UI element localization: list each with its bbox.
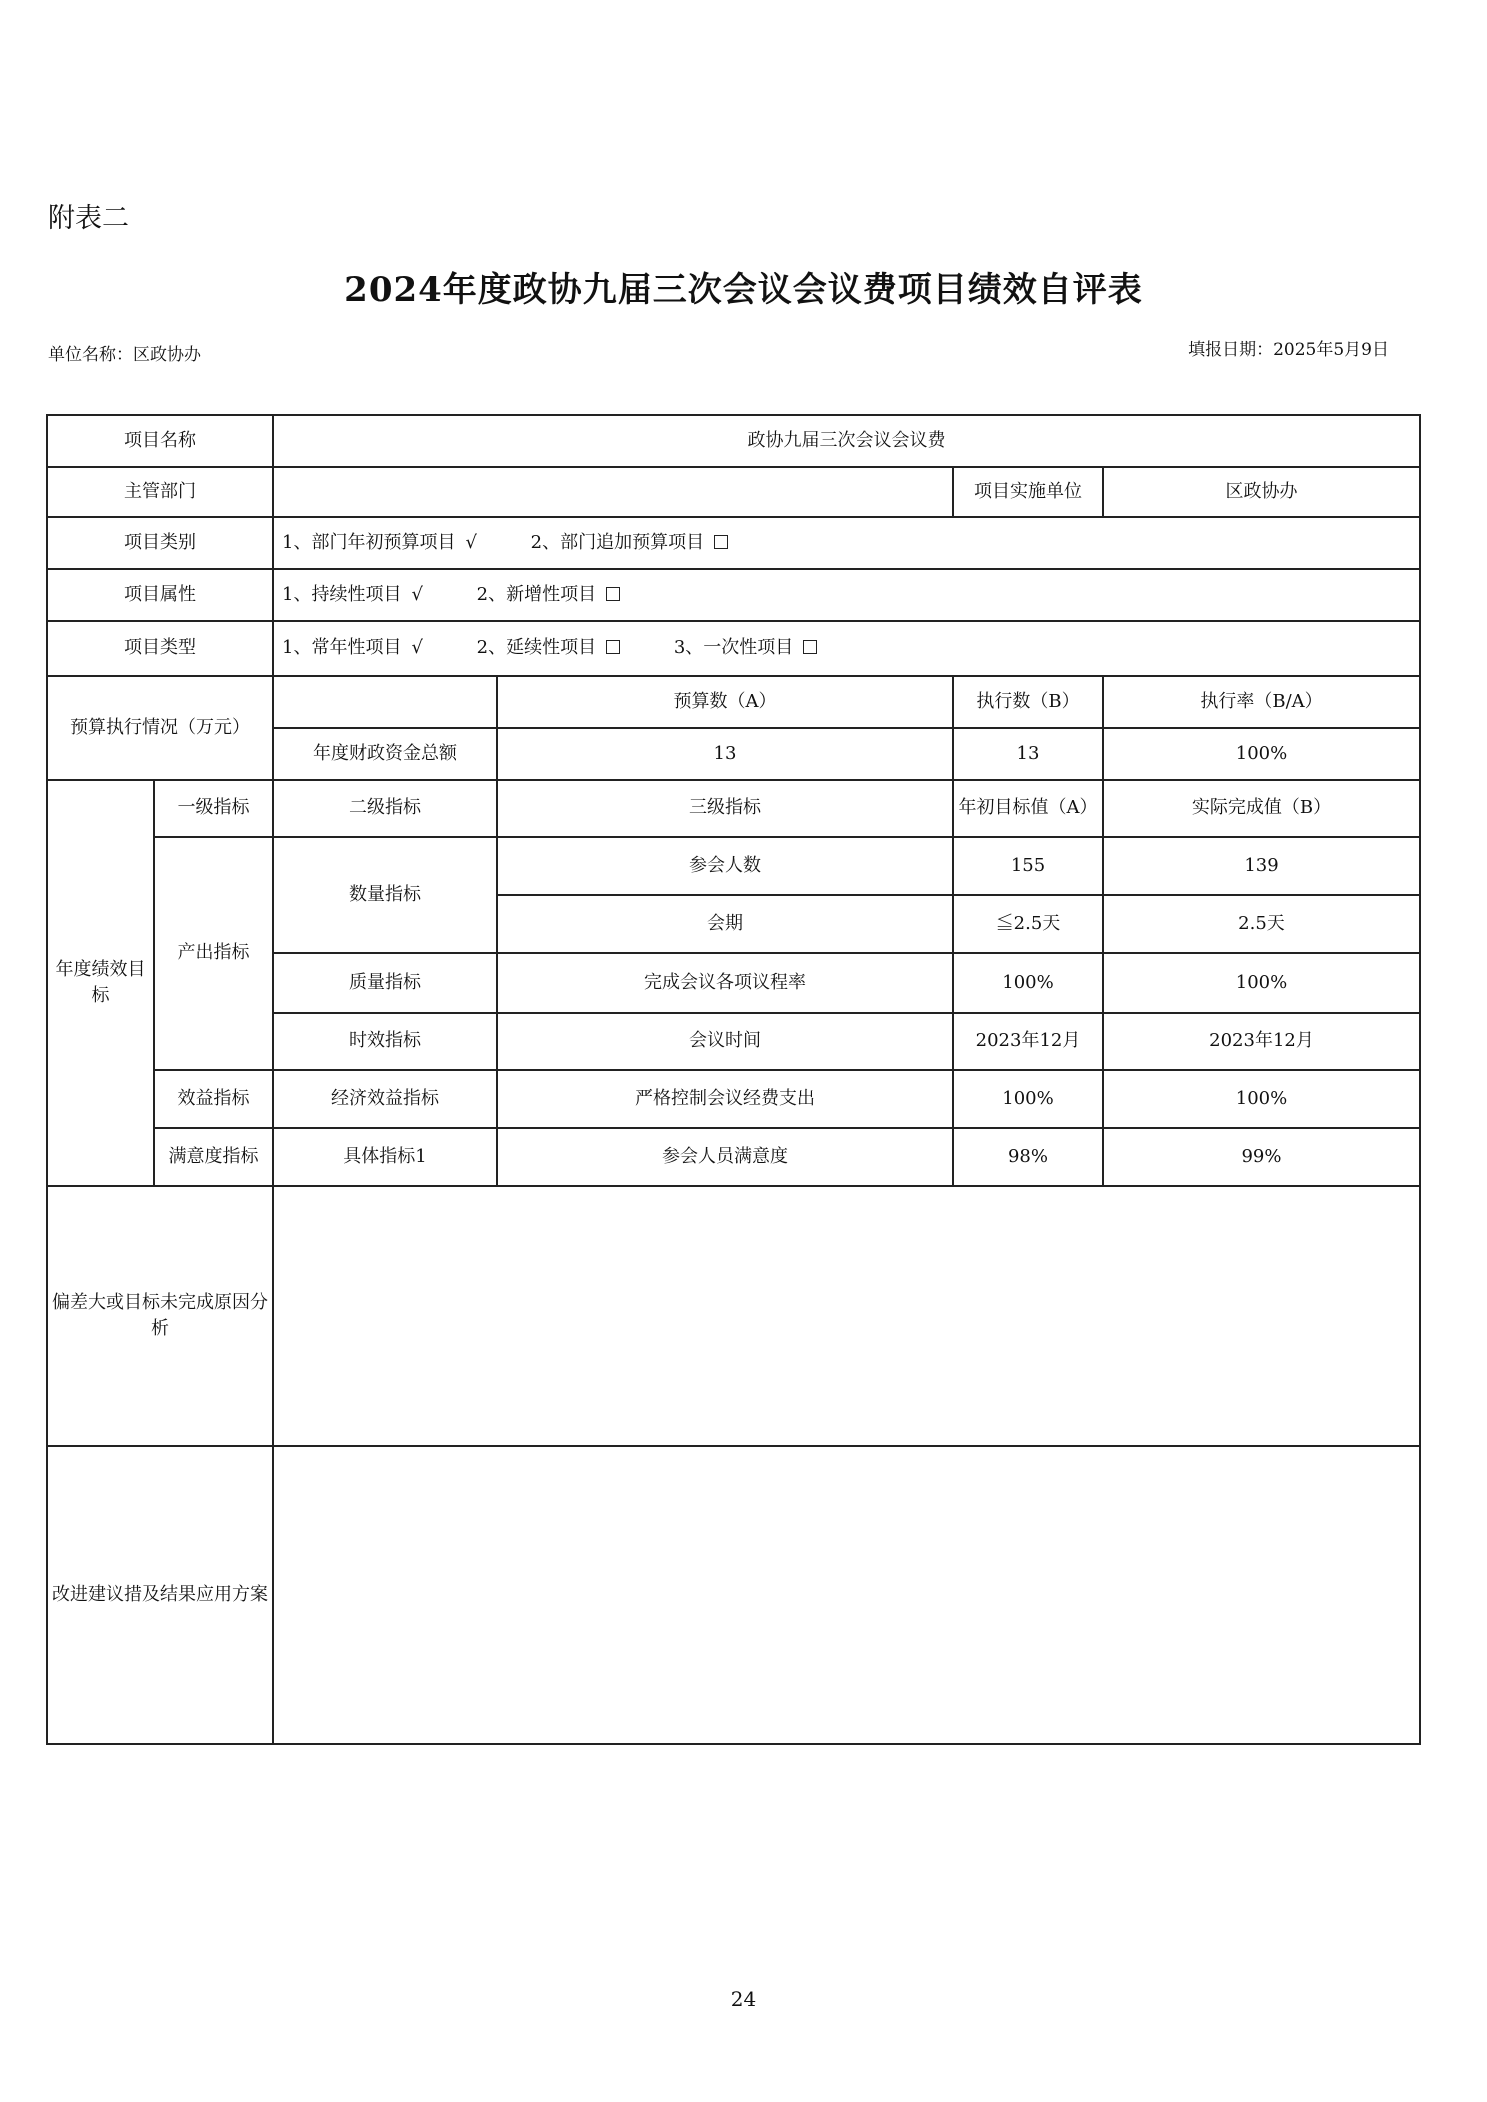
table-row xyxy=(47,837,1420,895)
check-mark-icon: √ xyxy=(411,637,423,659)
indicator-target: 155 xyxy=(953,837,1103,895)
table-row xyxy=(47,621,1420,676)
type-option-2 xyxy=(477,635,620,661)
type-option-3-label: 3、一次性项目 xyxy=(673,637,794,659)
budget-b: 13 xyxy=(953,728,1103,780)
indicator-target: ≦2.5天 xyxy=(953,895,1103,953)
benefit-label: 效益指标 xyxy=(154,1070,273,1128)
fill-date: 填报日期：2025年5月9日 xyxy=(1188,340,1389,360)
indicator-actual: 100% xyxy=(1103,953,1420,1013)
type-label: 项目类型 xyxy=(47,621,273,676)
category-label: 项目类别 xyxy=(47,517,273,569)
attribute-label: 项目属性 xyxy=(47,569,273,621)
indicator-actual: 2.5天 xyxy=(1103,895,1420,953)
table-row xyxy=(47,1186,1420,1446)
quantity-label: 数量指标 xyxy=(273,837,497,953)
annex-label: 附表二 xyxy=(48,203,129,234)
specific-label: 具体指标1 xyxy=(273,1128,497,1186)
table-row xyxy=(47,1128,1420,1186)
checkbox-empty-icon xyxy=(606,587,620,601)
indicator-actual: 100% xyxy=(1103,1070,1420,1128)
category-option-1 xyxy=(282,530,477,556)
table-row xyxy=(47,569,1420,621)
budget-row-label: 年度财政资金总额 xyxy=(273,728,497,780)
deviation-value xyxy=(273,1186,1420,1446)
header-level3: 三级指标 xyxy=(497,780,953,837)
quality-label: 质量指标 xyxy=(273,953,497,1013)
budget-a: 13 xyxy=(497,728,953,780)
header-actual: 实际完成值（B） xyxy=(1103,780,1420,837)
budget-header-rate: 执行率（B/A） xyxy=(1103,676,1420,728)
budget-header-empty xyxy=(273,676,497,728)
impl-unit-label: 项目实施单位 xyxy=(953,467,1103,517)
checkbox-empty-icon xyxy=(803,640,817,654)
category-option-2 xyxy=(531,530,728,556)
indicator-name: 严格控制会议经费支出 xyxy=(497,1070,953,1128)
attribute-option-1 xyxy=(282,582,423,608)
dept-label: 主管部门 xyxy=(47,467,273,517)
header-level1: 一级指标 xyxy=(154,780,273,837)
indicator-name: 参会人数 xyxy=(497,837,953,895)
budget-label: 预算执行情况（万元） xyxy=(47,676,273,780)
category-option-2-label: 2、部门追加预算项目 xyxy=(530,531,705,553)
type-options xyxy=(273,621,1420,676)
type-option-1-label: 1、常年性项目 xyxy=(282,637,402,659)
header-level2: 二级指标 xyxy=(273,780,497,837)
type-option-1 xyxy=(282,635,423,661)
table-row xyxy=(47,780,1420,837)
improvement-value xyxy=(273,1446,1420,1744)
indicator-target: 2023年12月 xyxy=(953,1013,1103,1070)
budget-header-a: 预算数（A） xyxy=(497,676,953,728)
improvement-label: 改进建议措及结果应用方案 xyxy=(47,1446,273,1744)
table-row xyxy=(47,415,1420,467)
table-row xyxy=(47,1070,1420,1128)
table-row xyxy=(47,467,1420,517)
table-row xyxy=(47,517,1420,569)
budget-header-b: 执行数（B） xyxy=(953,676,1103,728)
attribute-options xyxy=(273,569,1420,621)
satisfaction-label: 满意度指标 xyxy=(154,1128,273,1186)
indicator-actual: 99% xyxy=(1103,1128,1420,1186)
indicator-section-label: 年度绩效目标 xyxy=(47,780,154,1186)
checkbox-empty-icon xyxy=(714,535,728,549)
unit-name: 单位名称：区政协办 xyxy=(48,345,201,365)
impl-unit-value: 区政协办 xyxy=(1103,467,1420,517)
performance-table xyxy=(46,414,1421,1745)
indicator-name: 会议时间 xyxy=(497,1013,953,1070)
project-name-value: 政协九届三次会议会议费 xyxy=(273,415,1420,467)
indicator-target: 100% xyxy=(953,953,1103,1013)
indicator-name: 参会人员满意度 xyxy=(497,1128,953,1186)
deviation-label: 偏差大或目标未完成原因分析 xyxy=(47,1186,273,1446)
check-mark-icon: √ xyxy=(465,531,477,553)
table-row xyxy=(47,1446,1420,1744)
type-option-3 xyxy=(674,635,817,661)
project-name-label: 项目名称 xyxy=(47,415,273,467)
category-option-1-label: 1、部门年初预算项目 xyxy=(282,531,456,553)
indicator-name: 完成会议各项议程率 xyxy=(497,953,953,1013)
checkbox-empty-icon xyxy=(606,640,620,654)
indicator-actual: 139 xyxy=(1103,837,1420,895)
timeliness-label: 时效指标 xyxy=(273,1013,497,1070)
indicator-name: 会期 xyxy=(497,895,953,953)
attribute-option-1-label: 1、持续性项目 xyxy=(282,583,402,605)
table-row xyxy=(47,676,1420,728)
indicator-actual: 2023年12月 xyxy=(1103,1013,1420,1070)
page-title: 2024年度政协九届三次会议会议费项目绩效自评表 xyxy=(344,270,1143,310)
type-option-2-label: 2、延续性项目 xyxy=(476,637,597,659)
attribute-option-2-label: 2、新增性项目 xyxy=(476,583,597,605)
dept-value xyxy=(273,467,953,517)
economic-label: 经济效益指标 xyxy=(273,1070,497,1128)
indicator-target: 100% xyxy=(953,1070,1103,1128)
page-number: 24 xyxy=(730,1987,757,2011)
category-options xyxy=(273,517,1420,569)
check-mark-icon: √ xyxy=(411,583,423,605)
output-label: 产出指标 xyxy=(154,837,273,1070)
header-target: 年初目标值（A） xyxy=(953,780,1103,837)
budget-rate: 100% xyxy=(1103,728,1420,780)
indicator-target: 98% xyxy=(953,1128,1103,1186)
attribute-option-2 xyxy=(477,582,620,608)
